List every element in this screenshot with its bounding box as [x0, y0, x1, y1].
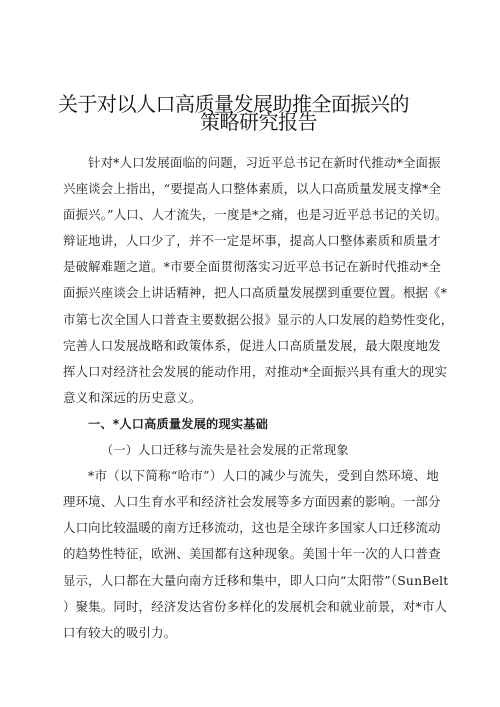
- paragraph-line: 显示，人口都在大量向南方迁移和集中，即人口向“太阳带”（SunBelt: [63, 572, 449, 588]
- paragraph-line: 面振兴座谈会上讲话精神，把人口高质量发展摆到重要位置。根据《*: [63, 285, 448, 301]
- paragraph-line: 市第七次全国人口普查主要数据公报》显示的人口发展的趋势性变化，: [63, 311, 454, 327]
- paragraph-1: [63, 150, 454, 411]
- paragraph-line: 人口向比较温暖的南方迁移流动，这也是全球许多国家人口迁移流动: [63, 520, 441, 536]
- paragraph-line: 的趋势性特征，欧洲、美国都有这种现象。美国十年一次的人口普查: [63, 546, 441, 562]
- paragraph-line: 意义和深远的历史意义。: [63, 389, 202, 405]
- paragraph-line: 挥人口对经济社会发展的能动作用，对推动*全面振兴具有重大的现实: [63, 363, 448, 379]
- section-heading: 一、*人口高质量发展的现实基础: [88, 416, 268, 431]
- paragraph-2: [63, 463, 449, 646]
- paragraph-line: 兴座谈会上指出，“要提高人口整体素质，以人口高质量发展支撑*全: [63, 181, 442, 197]
- document-title-line-2: 策略研究报告: [200, 110, 317, 134]
- paragraph-line: 理环境、人口生育水平和经济社会发展等多方面因素的影响。一部分: [63, 494, 441, 510]
- paragraph-line: 面振兴。”人口、人才流失，一度是*之痛，也是习近平总书记的关切。: [63, 207, 448, 223]
- paragraph-line: 口有较大的吸引力。: [63, 624, 177, 640]
- document-body: [63, 150, 454, 646]
- paragraph-line: *市（以下简称“哈市”）人口的减少与流失，受到自然环境、地: [88, 468, 439, 484]
- paragraph-line: 针对*人口发展面临的问题，习近平总书记在新时代推动*全面振: [88, 155, 441, 170]
- document-title-line-1: 关于对以人口高质量发展助推全面振兴的: [58, 92, 409, 116]
- paragraph-line: 完善人口发展战略和政策体系，促进人口高质量发展，最大限度地发: [63, 337, 441, 353]
- subsection-heading: （一）人口迁移与流失是社会发展的正常现象: [101, 443, 349, 458]
- paragraph-line: ）聚集。同时，经济发达省份多样化的发展机会和就业前景，对*市人: [63, 598, 448, 614]
- paragraph-line: 是破解难题之道。*市要全面贯彻落实习近平总书记在新时代推动*全: [63, 259, 441, 275]
- paragraph-line: 辩证地讲，人口少了，并不一定是坏事，提高人口整体素质和质量才: [63, 233, 441, 249]
